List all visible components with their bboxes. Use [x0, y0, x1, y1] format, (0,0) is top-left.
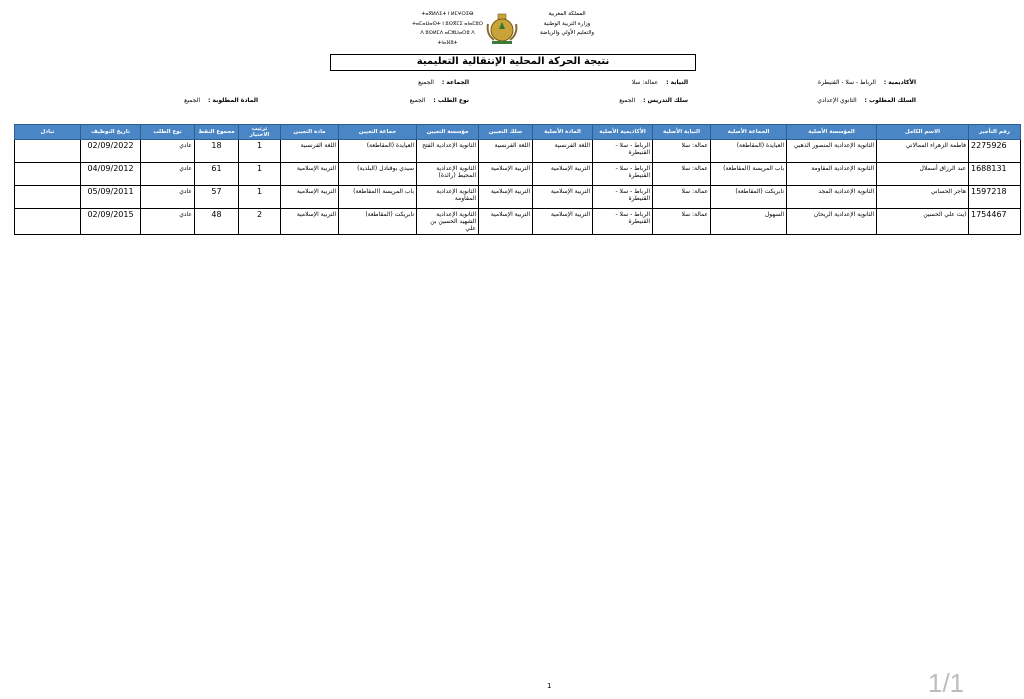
cell: الرباط - سلا - القنيطرة — [593, 140, 653, 163]
cell: 61 — [195, 163, 239, 186]
header-total-points: مجموع النقط — [195, 125, 239, 140]
cycle-label: السلك المطلوب : — [864, 97, 916, 104]
header-choice-rank: ترتيب الاختيار — [239, 125, 281, 140]
cell: الثانوية الإعدادية الريحان — [787, 209, 877, 235]
cell: 57 — [195, 186, 239, 209]
cell: العيايدة (المقاطعة) — [339, 140, 417, 163]
academy-value: الرباط - سلا - القنيطرة — [817, 79, 876, 86]
tifinagh-line: ⵜⴰⵎⴰⵡⴰⵙⵜ ⵏ ⵓⵙⴳⵎⵉ ⴰⵏⴰⵎⵓⵔ — [412, 20, 483, 27]
cell: التربية الإسلامية — [479, 186, 533, 209]
cell: السهول — [711, 209, 787, 235]
cell: التربية الإسلامية — [479, 163, 533, 186]
cell: هاجر الحساني — [877, 186, 969, 209]
academy-label: الأكاديمية : — [883, 79, 916, 86]
commune-value: الجميع — [418, 79, 434, 86]
subject-value: الجميع — [184, 97, 201, 104]
cell: عادي — [141, 186, 195, 209]
cell: اللغة الفرنسية — [281, 140, 339, 163]
cell: عادي — [141, 163, 195, 186]
cell: الرباط - سلا - القنيطرة — [593, 163, 653, 186]
header-hire-date: تاريخ التوظيف — [81, 125, 141, 140]
cell: التربية الإسلامية — [533, 163, 593, 186]
meta-request-type — [410, 97, 469, 104]
header-origin-commune: الجماعة الأصلية — [711, 125, 787, 140]
cell: 02/09/2015 — [81, 209, 141, 235]
cell: عادي — [141, 209, 195, 235]
cell: 1 — [239, 140, 281, 163]
meta-teaching-cycle — [619, 97, 688, 104]
teaching-cycle-label: سلك التدريس : — [643, 97, 688, 104]
tifinagh-line: ⴷ ⵓⵙⵍⵎⴷ ⴰⵎⵣⵡⴰⵔⵓ ⴷ ⵜⵏⴰⴼⵓⵜ — [420, 30, 475, 46]
request-type-value: الجميع — [409, 97, 426, 104]
cell: اللغة الفرنسية — [533, 140, 593, 163]
cell: الثانوية الإعدادية المجد — [787, 186, 877, 209]
cell: الرباط - سلا - القنيطرة — [593, 209, 653, 235]
subject-label: المادة المطلوبة : — [207, 97, 258, 104]
cell: التربية الإسلامية — [281, 163, 339, 186]
header-request-type: نوع الطلب — [141, 125, 195, 140]
cell: الثانوية الإعدادية الفتح — [417, 140, 479, 163]
header-salary-number: رقم التأجير — [969, 125, 1021, 140]
cell: التربية الإسلامية — [533, 209, 593, 235]
cell: 1597218 — [969, 186, 1021, 209]
page-number: 1 — [547, 682, 552, 690]
cell: الثانوية الإعدادية المنصور الذهبي — [787, 140, 877, 163]
arabic-line: والتعليم الأولي والرياضة — [539, 30, 595, 36]
cell: العيايدة (المقاطعة) — [711, 140, 787, 163]
cell: التربية الإسلامية — [281, 186, 339, 209]
header-assigned-school: مؤسسة التعيين — [417, 125, 479, 140]
cell: التربية الإسلامية — [533, 186, 593, 209]
table-row — [15, 209, 1021, 235]
cell: الثانوية الإعدادية المقاومة — [787, 163, 877, 186]
cell — [15, 186, 81, 209]
cell: اللغة الفرنسية — [479, 140, 533, 163]
cell: عمالة: سلا — [653, 209, 711, 235]
cell: 04/09/2012 — [81, 163, 141, 186]
cell: عادي — [141, 140, 195, 163]
cell: الثانوية الإعدادية الشهيد الحسين بن علي — [417, 209, 479, 235]
arabic-line: وزارة التربية الوطنية — [543, 20, 591, 27]
table-row — [15, 186, 1021, 209]
cell: 1688131 — [969, 163, 1021, 186]
arabic-header — [522, 10, 612, 39]
header-origin-subject: المادة الأصلية — [533, 125, 593, 140]
cell: التربية الإسلامية — [479, 209, 533, 235]
cell: سيدي بوقنادل (البلدية) — [339, 163, 417, 186]
cell — [15, 140, 81, 163]
page-title: نتيجة الحركة المحلية الإنتقالية التعليمية — [330, 54, 696, 71]
cell: باب المريسة (المقاطعة) — [339, 186, 417, 209]
cell — [15, 163, 81, 186]
tifinagh-line: ⵜⴰⴳⵍⴷⵉⵜ ⵏ ⵍⵎⵖⵔⵉⴱ — [421, 11, 474, 17]
cell: ايت علي الحسين — [877, 209, 969, 235]
header-origin-school: المؤسسة الأصلية — [787, 125, 877, 140]
header-assigned-subject: مادة التعيين — [281, 125, 339, 140]
tifinagh-header — [410, 10, 485, 48]
cell: 02/09/2022 — [81, 140, 141, 163]
ministry-header — [410, 10, 610, 52]
commune-label: الجماعة : — [441, 79, 469, 86]
header-assigned-commune: جماعة التعيين — [339, 125, 417, 140]
table-header-row — [15, 125, 1021, 140]
table-row — [15, 140, 1021, 163]
cell: 05/09/2011 — [81, 186, 141, 209]
cell: الثانوية الإعدادية المقاومة — [417, 186, 479, 209]
cell: باب المريسة (المقاطعة) — [711, 163, 787, 186]
header-assigned-cycle: سلك التعيين — [479, 125, 533, 140]
header-exchange: تبادل — [15, 125, 81, 140]
cell: عمالة: سلا — [653, 140, 711, 163]
cell: فاطمة الزهراء الممالاني — [877, 140, 969, 163]
cell: عمالة: سلا — [653, 163, 711, 186]
meta-academy — [818, 79, 916, 86]
cell: 1754467 — [969, 209, 1021, 235]
directorate-label: النيابة : — [666, 79, 688, 86]
meta-directorate — [632, 79, 688, 86]
meta-commune — [418, 79, 469, 86]
header-origin-academy: الأكاديمية الأصلية — [593, 125, 653, 140]
cell: عبد الرزاق أسملال — [877, 163, 969, 186]
meta-subject — [184, 97, 258, 104]
teaching-cycle-value: الجميع — [619, 97, 636, 104]
page-indicator: 1/1 — [928, 668, 965, 698]
header-full-name: الاسم الكامل — [877, 125, 969, 140]
cell: 1 — [239, 186, 281, 209]
cell: الرباط - سلا - القنيطرة — [593, 186, 653, 209]
cycle-value: الثانوي الإعدادي — [817, 97, 857, 104]
directorate-value: عمالة: سلا — [631, 79, 659, 86]
header-origin-directorate: النيابة الأصلية — [653, 125, 711, 140]
cell: 1 — [239, 163, 281, 186]
cell: تابريكت (المقاطعة) — [711, 186, 787, 209]
cell — [15, 209, 81, 235]
cell: 48 — [195, 209, 239, 235]
table-row — [15, 163, 1021, 186]
cell: 18 — [195, 140, 239, 163]
cell: 2 — [239, 209, 281, 235]
arabic-line: المملكة المغربية — [548, 11, 586, 17]
cell: تابريكت (المقاطعة) — [339, 209, 417, 235]
cell: التربية الإسلامية — [281, 209, 339, 235]
cell: 2275926 — [969, 140, 1021, 163]
coat-of-arms-icon — [484, 12, 520, 46]
meta-cycle — [817, 97, 916, 104]
cell: عمالة: سلا — [653, 186, 711, 209]
request-type-label: نوع الطلب : — [433, 97, 469, 104]
cell: الثانوية الإعدادية المحيط (رائدة) — [417, 163, 479, 186]
results-table — [14, 124, 1021, 235]
